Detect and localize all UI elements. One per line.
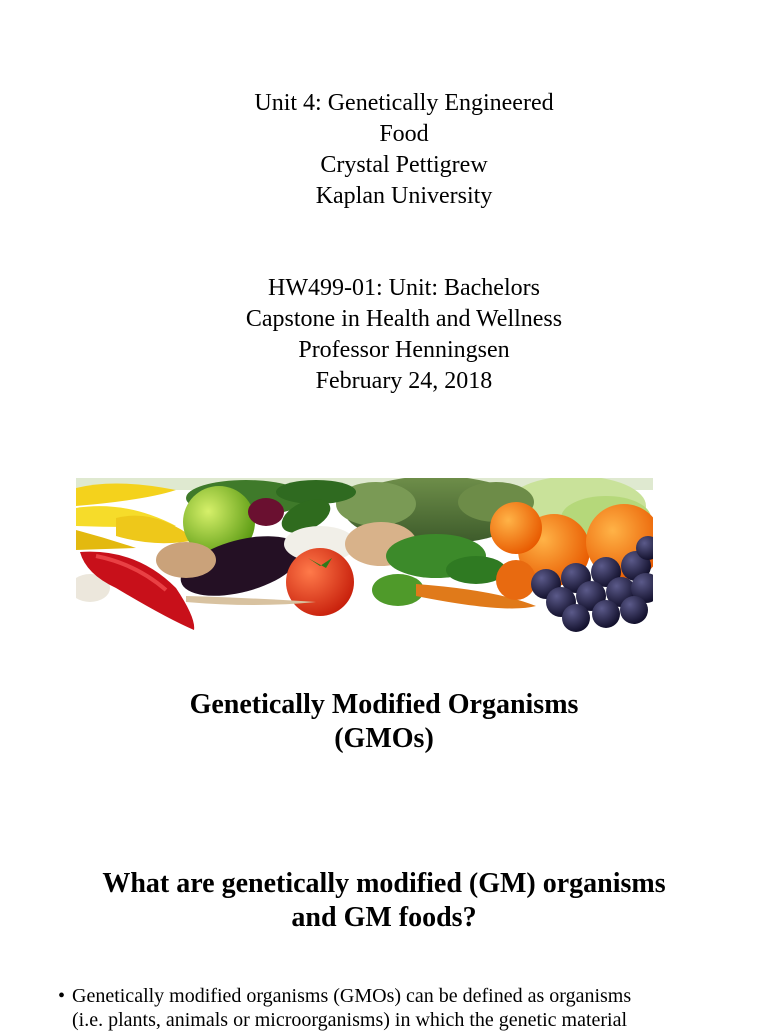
document-date: February 24, 2018 <box>315 368 493 394</box>
course-name: Capstone in Health and Wellness <box>245 306 563 332</box>
bullet-text-line-1: Genetically modified organisms (GMOs) can be defined as organisms <box>72 985 632 1007</box>
question-heading-line-1: What are genetically modified (GM) organisms <box>102 868 666 899</box>
author-name: Crystal Pettigrew <box>320 152 488 178</box>
bullet-text-line-2: (i.e. plants, animals or microorganisms) in which the genetic material <box>72 1009 628 1031</box>
vegetables-illustration <box>76 478 653 638</box>
unit-title-line-2: Food <box>379 121 429 147</box>
course-block <box>0 273 768 397</box>
question-heading <box>0 867 768 935</box>
unit-title-line: Unit 4: Genetically Engineered <box>254 90 554 116</box>
bullet-marker: • <box>58 985 66 1007</box>
course-code: HW499-01: Unit: Bachelors <box>268 275 540 301</box>
university-name: Kaplan University <box>315 183 493 209</box>
title-block <box>0 88 768 212</box>
bullet-list <box>58 984 718 1032</box>
question-heading-line-2: and GM foods? <box>291 902 477 933</box>
section-heading-line-2: (GMOs) <box>334 723 434 754</box>
vegetables-photo <box>76 478 653 638</box>
professor-name: Professor Henningsen <box>298 337 510 363</box>
section-heading-line-1: Genetically Modified Organisms <box>189 689 579 720</box>
list-item <box>58 984 718 1008</box>
section-heading <box>0 688 768 756</box>
